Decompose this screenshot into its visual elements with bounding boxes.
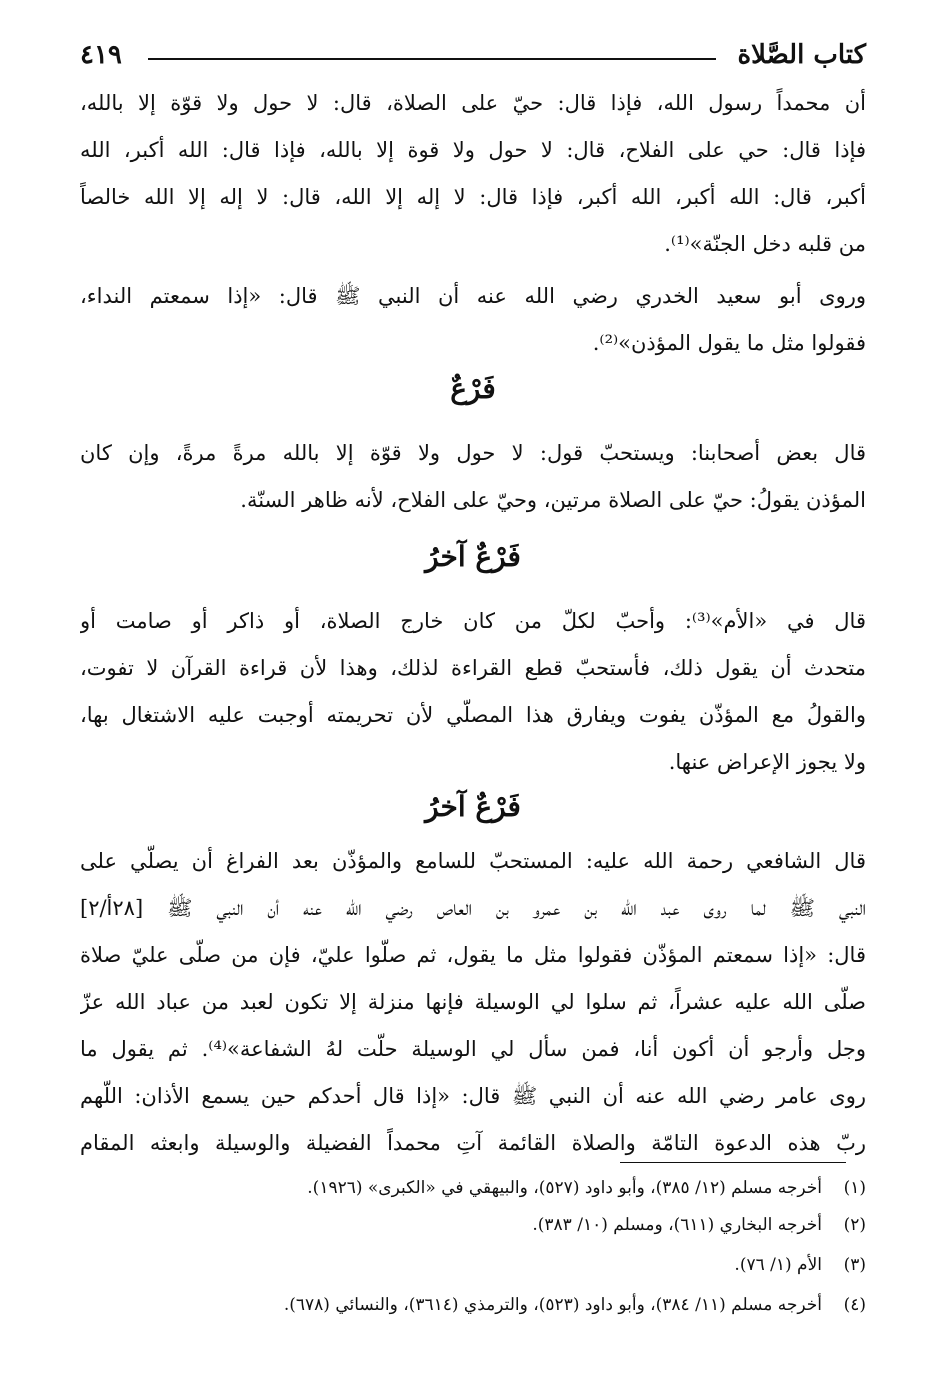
footnote-number: (٤) — [843, 1295, 866, 1315]
text-line: من قلبه دخل الجنّة»⁽¹⁾. — [664, 232, 866, 256]
paragraph-4 — [80, 598, 866, 786]
text-line: ولا يجوز الإعراض عنها. — [668, 750, 866, 774]
section-heading: فَرْعٌ آخرُ — [425, 790, 521, 823]
text-line: قال: «إذا سمعتم المؤذّن فقولوا مثل ما يقول، ثم صلّوا عليّ، فإن من صلّى عليّ صلاة — [80, 943, 866, 967]
paragraph-1 — [80, 80, 866, 268]
text-line: قال بعض أصحابنا: ويستحبّ قول: لا حول ولا قوّة إلا بالله مرةً مرةً، وإن كان — [80, 441, 866, 465]
footnote-text: أخرجه مسلم (١١/ ٣٨٤)، وأبو داود (٥٢٣)، والترمذي (٣٦١٤)، والنسائي (٦٧٨). — [283, 1295, 822, 1315]
paragraph-3 — [80, 430, 866, 524]
header-rule — [148, 58, 716, 60]
footnote — [80, 1214, 866, 1236]
text-line: قال في «الأم»⁽³⁾: وأحبّ لكلّ من كان خارج الصلاة، أو ذاكر أو صامت أو — [80, 609, 866, 633]
footnote-separator — [620, 1162, 846, 1163]
footnote — [80, 1177, 866, 1199]
text-line: النبي ﷺ لما روى عبد الله بن عمرو بن العاص رضي الله عنه أن النبي ﷺ [٢٨أ/٢] — [80, 896, 866, 920]
text-line: والقولُ مع المؤذّن يفوت ويفارق هذا المصلّي لأن تحريمته أوجبت عليه الاشتغال بها، — [80, 703, 866, 727]
running-header — [80, 40, 866, 80]
text-line: المؤذن يقولُ: حيّ على الصلاة مرتين، وحيّ على الفلاح، لأنه ظاهر السنّة. — [240, 488, 866, 512]
footnote — [80, 1294, 866, 1316]
paragraph-5 — [80, 838, 866, 1167]
text-line: أكبر، قال: الله أكبر، الله أكبر، فإذا قال: لا إله إلا الله، قال: لا إله إلا الله خالصاً — [80, 185, 866, 209]
text-line: صلّى الله عليه عشراً، ثم سلوا لي الوسيلة فإنها منزلة إلا تكون لعبد من عباد الله عزّ — [80, 990, 866, 1014]
section-heading: فَرْعٌ — [450, 372, 496, 405]
text-line: أن محمداً رسول الله، فإذا قال: حيّ على الصلاة، قال: لا حول ولا قوّة إلا بالله، — [80, 91, 866, 115]
footnote-text: الأم (١/ ٧٦). — [734, 1255, 822, 1275]
text-line: روى عامر رضي الله عنه أن النبي ﷺ قال: «إذا قال أحدكم حين يسمع الأذان: اللّهم — [80, 1084, 866, 1108]
section-heading: فَرْعٌ آخرُ — [425, 540, 521, 573]
text-line: فإذا قال: حي على الفلاح، قال: لا حول ولا قوة إلا بالله، فإذا قال: الله أكبر، الله — [80, 138, 866, 162]
footnote-number: (١) — [843, 1178, 866, 1198]
text-line: وجل وأرجو أن أكون أنا، فمن سأل لي الوسيلة حلّت لهُ الشفاعة»⁽⁴⁾. ثم يقول ما — [80, 1037, 866, 1061]
footnote-number: (٢) — [843, 1215, 866, 1235]
text-line: ربّ هذه الدعوة التامّة والصلاة القائمة آتِ محمداً الفضيلة والوسيلة وابعثه المقام — [80, 1131, 866, 1155]
page-number: ٤١٩ — [80, 40, 122, 70]
text-line: فقولوا مثل ما يقول المؤذن»⁽²⁾. — [592, 331, 866, 355]
text-line: متحدث أن يقول ذلك، فأستحبّ قطع القراءة لذلك، وهذا لأن قراءة القرآن لا تفوت، — [80, 656, 866, 680]
footnote — [80, 1254, 866, 1276]
chapter-title: كتاب الصَّلاة — [737, 40, 866, 70]
footnote-text: أخرجه البخاري (٦١١)، ومسلم (١٠/ ٣٨٣). — [532, 1215, 822, 1235]
paragraph-2 — [80, 273, 866, 367]
footnote-text: أخرجه مسلم (١٢/ ٣٨٥)، وأبو داود (٥٢٧)، والبيهقي في «الكبرى» (١٩٢٦). — [307, 1178, 822, 1198]
text-line: قال الشافعي رحمة الله عليه: المستحبّ للسامع والمؤذّن بعد الفراغ أن يصلّي على — [80, 849, 866, 873]
text-line: وروى أبو سعيد الخدري رضي الله عنه أن النبي ﷺ قال: «إذا سمعتم النداء، — [80, 284, 866, 308]
footnote-number: (٣) — [843, 1255, 866, 1275]
